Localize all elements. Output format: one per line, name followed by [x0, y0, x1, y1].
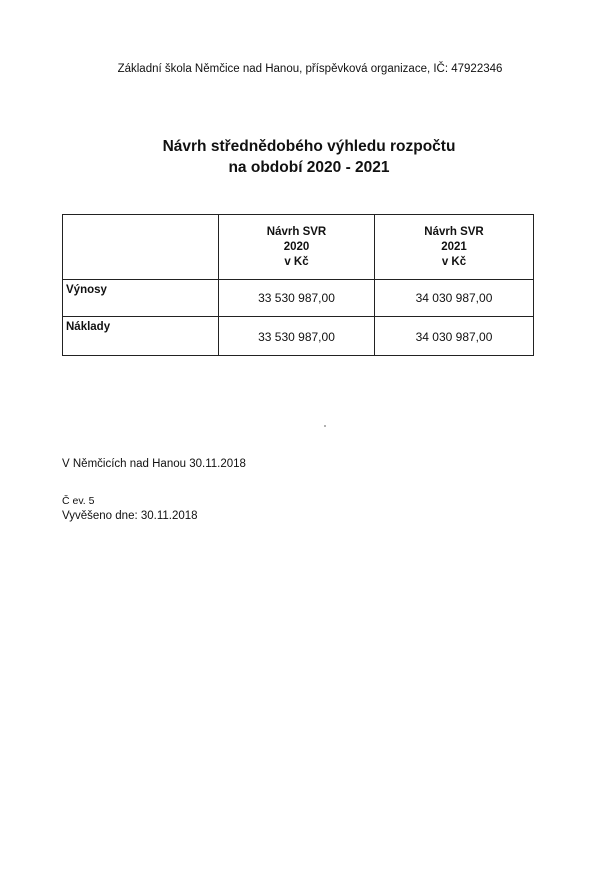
column-header-2020-unit: v Kč	[284, 255, 309, 268]
column-header-2021-unit: v Kč	[441, 255, 467, 268]
table-row	[63, 317, 534, 356]
place-and-date: V Němčicích nad Hanou 30.11.2018	[62, 458, 246, 470]
naklady-2020-value: 33 530 987,00	[219, 317, 375, 356]
column-header-2020-year: 2020	[283, 240, 310, 253]
posted-date: Vyvěšeno dne: 30.11.2018	[62, 510, 198, 522]
organization-header: Základní škola Němčice nad Hanou, příspěvková organizace, IČ: 47922346	[117, 63, 503, 75]
document-title	[0, 136, 610, 178]
evidence-number: Č ev. 5	[62, 495, 95, 507]
budget-table	[62, 214, 534, 356]
vynosy-2021-value: 34 030 987,00	[375, 280, 534, 317]
scan-speck	[324, 425, 326, 427]
row-label-naklady: Náklady	[63, 317, 219, 356]
title-line-1: Návrh střednědobého výhledu rozpočtu	[162, 138, 456, 155]
column-header-2020	[219, 215, 375, 280]
row-label-vynosy: Výnosy	[63, 280, 219, 317]
column-header-2021-line1: Návrh SVR	[424, 225, 484, 238]
column-header-2021-year: 2021	[441, 240, 467, 253]
column-header-2020-line1: Návrh SVR	[266, 225, 327, 238]
naklady-2021-value: 34 030 987,00	[375, 317, 534, 356]
title-line-2: na období 2020 - 2021	[228, 159, 390, 176]
vynosy-2020-value: 33 530 987,00	[219, 280, 375, 317]
table-corner-cell	[63, 215, 219, 280]
table-header-row	[63, 215, 534, 280]
table-row	[63, 280, 534, 317]
column-header-2021	[375, 215, 534, 280]
